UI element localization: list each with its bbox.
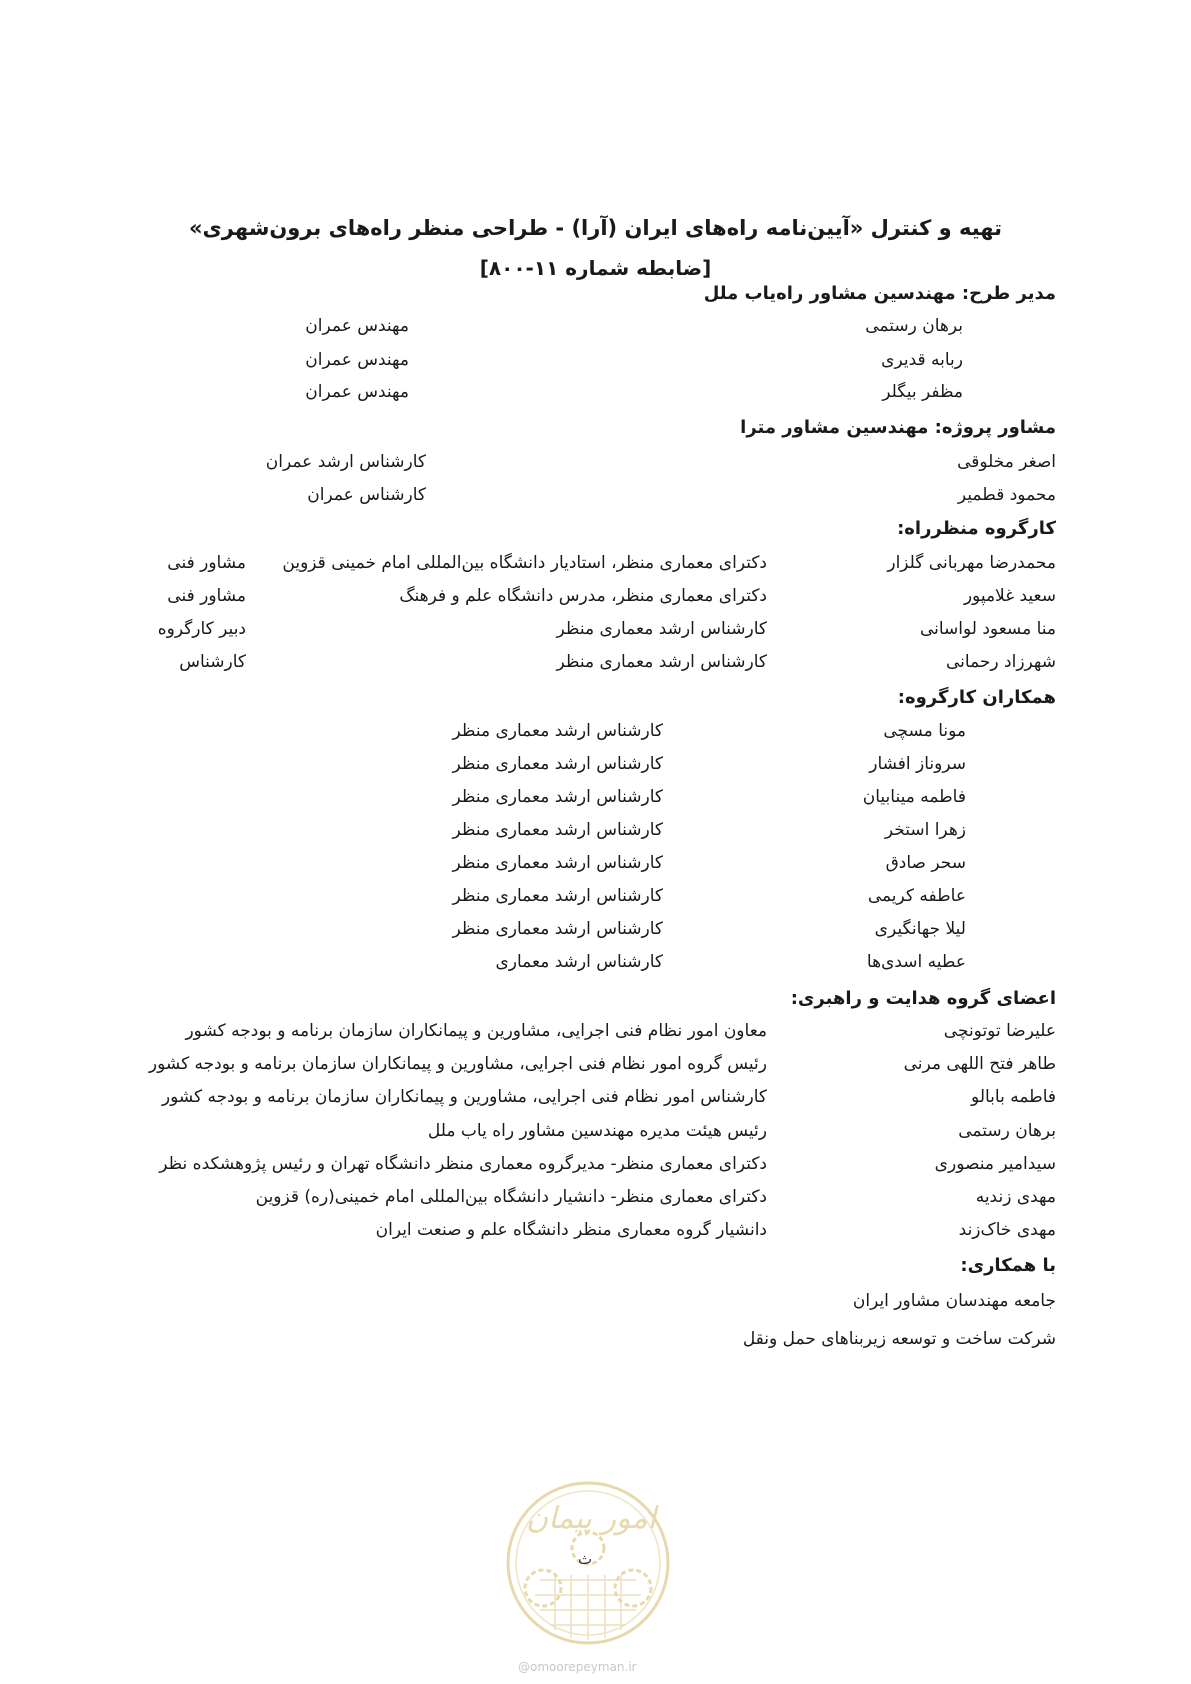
- person-name: فاطمه بابالو: [971, 1087, 1056, 1107]
- watermark-url: @omoorepeyman.ir: [518, 1660, 637, 1674]
- list-item: [0, 452, 1191, 486]
- list-item: [0, 553, 1191, 587]
- person-name: عاطفه کریمی: [867, 886, 966, 906]
- list-item: [0, 586, 1191, 620]
- list-item: [0, 820, 1191, 854]
- person-title: دکترای معماری منظر- دانشیار دانشگاه بین‌المللی امام خمینی(ره) قزوین: [255, 1187, 767, 1207]
- person-title: کارشناس ارشد معماری منظر: [452, 853, 663, 873]
- person-name: فاطمه مینابیان: [862, 787, 966, 807]
- list-item: [0, 382, 1191, 416]
- section-heading-project-manager: مدیر طرح: مهندسین مشاور راه‌یاب ملل: [703, 283, 1056, 304]
- person-title: کارشناس ارشد معماری منظر: [556, 652, 767, 672]
- person-name: منا مسعود لواسانی: [919, 619, 1056, 639]
- person-name: محمدرضا مهربانی گلزار: [887, 553, 1056, 573]
- person-title: رئیس هیئت مدیره مهندسین مشاور راه یاب ملل: [427, 1121, 767, 1141]
- list-item: [0, 952, 1191, 986]
- list-item: [0, 350, 1191, 384]
- person-title: کارشناس ارشد معماری منظر: [556, 619, 767, 639]
- person-name: مظفر بیگلر: [882, 382, 963, 402]
- person-title: دکترای معماری منظر، استادیار دانشگاه بین‌المللی امام خمینی قزوین: [282, 553, 767, 573]
- watermark-text: امور پیمان: [526, 1501, 656, 1536]
- list-item: [0, 919, 1191, 953]
- person-role: کارشناس: [179, 652, 246, 672]
- person-title: مهندس عمران: [305, 316, 409, 336]
- person-name: سیدامیر منصوری: [934, 1154, 1056, 1174]
- partner-organization: شرکت ساخت و توسعه زیربناهای حمل ونقل: [742, 1329, 1056, 1349]
- person-title: مهندس عمران: [305, 382, 409, 402]
- person-title: کارشناس ارشد معماری منظر: [452, 886, 663, 906]
- section-heading-landscape-group: کارگروه منظرراه:: [897, 518, 1056, 539]
- person-name: لیلا جهانگیری: [874, 919, 966, 939]
- person-title: کارشناس ارشد معماری منظر: [452, 754, 663, 774]
- list-item: [0, 619, 1191, 653]
- person-title: دکترای معماری منظر، مدرس دانشگاه علم و فرهنگ: [399, 586, 767, 606]
- person-title: کارشناس ارشد معماری: [495, 952, 663, 972]
- person-title: کارشناس ارشد معماری منظر: [452, 820, 663, 840]
- list-item: [0, 1154, 1191, 1188]
- person-name: سحر صادق: [885, 853, 966, 873]
- person-title: کارشناس عمران: [307, 485, 426, 505]
- person-name: اصغر مخلوقی: [957, 452, 1056, 472]
- person-title: دانشیار گروه معماری منظر دانشگاه علم و صنعت ایران: [375, 1220, 767, 1240]
- person-name: برهان رستمی: [865, 316, 963, 336]
- list-item: [0, 1054, 1191, 1088]
- section-heading-project-consultant: مشاور پروژه: مهندسین مشاور مترا: [740, 417, 1056, 438]
- person-role: مشاور فنی: [167, 586, 246, 606]
- person-title: کارشناس ارشد معماری منظر: [452, 919, 663, 939]
- person-role: مشاور فنی: [167, 553, 246, 573]
- person-title: مهندس عمران: [305, 350, 409, 370]
- person-name: محمود قطمیر: [957, 485, 1056, 505]
- person-name: مونا مسچی: [883, 721, 966, 741]
- person-name: مهدی خاک‌زند: [958, 1220, 1056, 1240]
- regulation-number: [ضابطه شماره ۱۱-۸۰۰]: [479, 256, 712, 280]
- list-item: [0, 485, 1191, 519]
- list-item: [0, 754, 1191, 788]
- person-title: رئیس گروه امور نظام فنی اجرایی، مشاورین و پیمانکاران سازمان برنامه و بودجه کشور: [148, 1054, 767, 1074]
- person-name: مهدی زندیه: [975, 1187, 1056, 1207]
- person-name: علیرضا توتونچی: [943, 1021, 1056, 1041]
- partner-organization: جامعه مهندسان مشاور ایران: [852, 1291, 1056, 1311]
- person-name: عطیه اسدی‌ها: [866, 952, 966, 972]
- person-title: کارشناس ارشد عمران: [265, 452, 426, 472]
- section-heading-steering-group: اعضای گروه هدایت و راهبری:: [790, 988, 1056, 1009]
- list-item: [0, 1121, 1191, 1155]
- list-item: [0, 316, 1191, 350]
- person-title: دکترای معماری منظر- مدیرگروه معماری منظر دانشگاه تهران و رئیس پژوهشکده نظر: [159, 1154, 767, 1174]
- person-name: ربابه قدیری: [881, 350, 963, 370]
- list-item: [0, 721, 1191, 755]
- list-item: [0, 787, 1191, 821]
- person-title: کارشناس ارشد معماری منظر: [452, 787, 663, 807]
- page-number: ث: [578, 1550, 593, 1568]
- list-item: [0, 1021, 1191, 1055]
- list-item: [0, 853, 1191, 887]
- list-item: [0, 1187, 1191, 1221]
- list-item: [0, 652, 1191, 686]
- person-name: شهرزاد رحمانی: [946, 652, 1056, 672]
- person-title: کارشناس ارشد معماری منظر: [452, 721, 663, 741]
- list-item: [0, 1087, 1191, 1121]
- person-role: دبیر کارگروه: [157, 619, 246, 639]
- section-heading-group-colleagues: همکاران کارگروه:: [897, 687, 1056, 708]
- person-title: کارشناس امور نظام فنی اجرایی، مشاورین و پیمانکاران سازمان برنامه و بودجه کشور: [161, 1087, 767, 1107]
- person-name: سعید غلامپور: [963, 586, 1056, 606]
- person-name: طاهر فتح اللهی مرنی: [903, 1054, 1056, 1074]
- document-title: تهیه و کنترل «آیین‌نامه راه‌های ایران (آرا) - طراحی منظر راه‌های برون‌شهری»: [188, 216, 1003, 240]
- section-heading-cooperation: با همکاری:: [960, 1255, 1056, 1276]
- person-name: برهان رستمی: [958, 1121, 1056, 1141]
- list-item: [0, 886, 1191, 920]
- person-name: زهرا استخر: [884, 820, 966, 840]
- list-item: [0, 1220, 1191, 1254]
- person-name: سروناز افشار: [869, 754, 966, 774]
- person-title: معاون امور نظام فنی اجرایی، مشاورین و پیمانکاران سازمان برنامه و بودجه کشور: [185, 1021, 767, 1041]
